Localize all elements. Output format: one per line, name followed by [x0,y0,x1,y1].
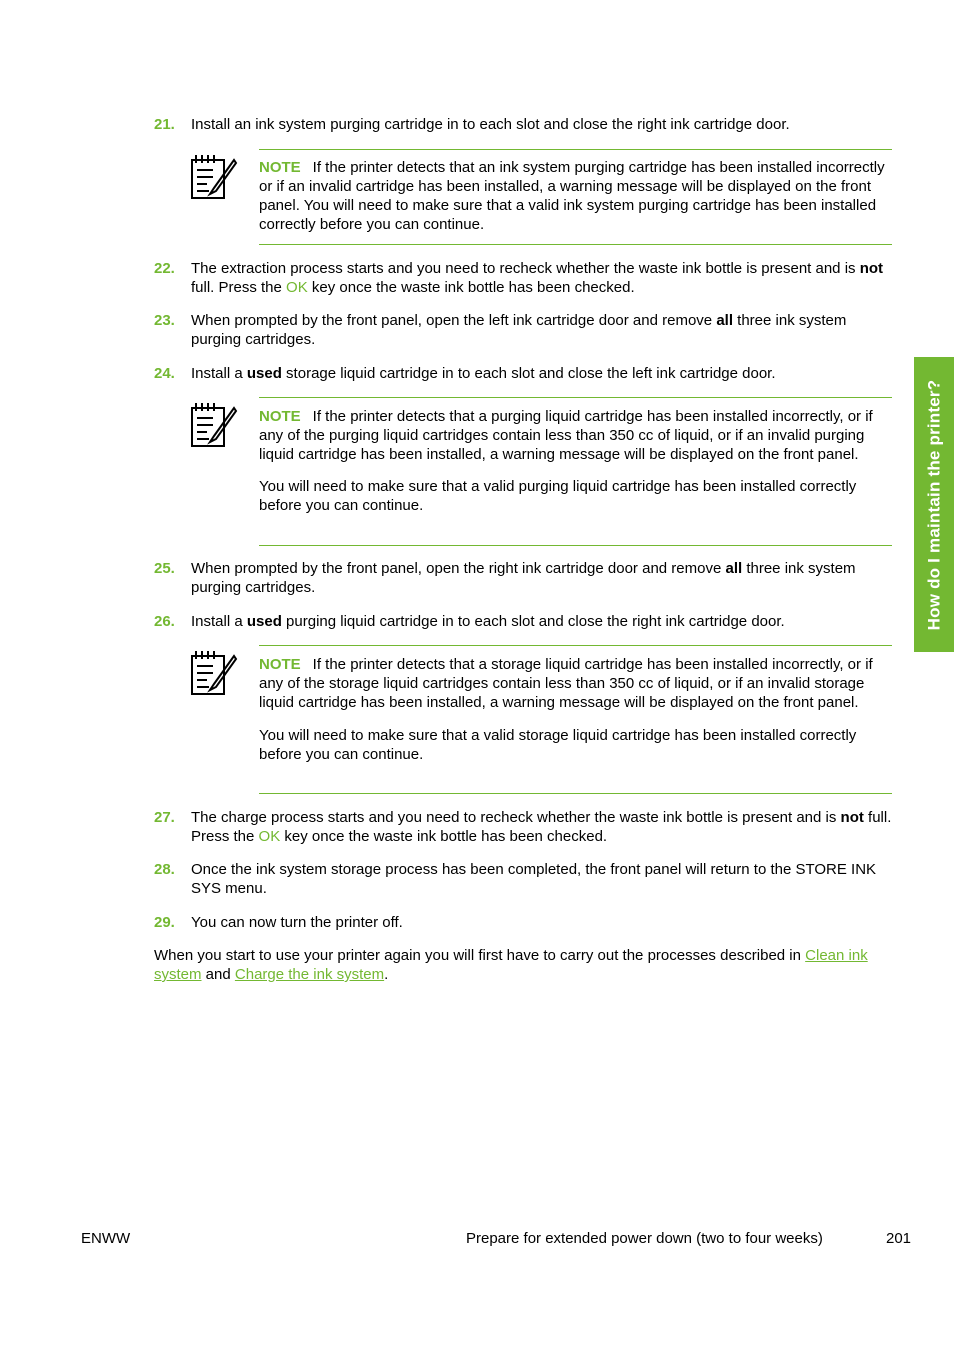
note-body [259,407,892,515]
note-1 [190,149,892,245]
footer-page-number: 201 [886,1230,912,1247]
step-25 [154,559,894,597]
note-label: NOTE [259,159,301,176]
step-number: 23. [154,312,175,329]
note-body [259,158,892,234]
charge-ink-system-link[interactable]: Charge the ink system [234,966,385,983]
note-label: NOTE [259,408,301,425]
note-top-rule [259,397,892,398]
step-21 [154,115,894,134]
step-text: The extraction process starts and you need to recheck whether the waste ink bottle is present and is not full. Press the OK key once the waste ink bottle has been checked. [191,260,884,296]
step-text: Install a used purging liquid cartridge in to each slot and close the right ink cartridge door. [191,613,785,630]
step-text: When prompted by the front panel, open the right ink cartridge door and remove all three ink system purging cartridges. [191,560,856,596]
step-number: 29. [154,914,175,931]
note-2 [190,397,892,546]
step-27 [154,808,894,846]
footer-section-title: Prepare for extended power down (two to four weeks) [466,1230,823,1247]
step-text: Install a used storage liquid cartridge in to each slot and close the left ink cartridge door. [191,365,776,382]
ok-key: OK [258,828,281,845]
emphasis: not [840,809,864,826]
chapter-side-tab-label: How do I maintain the printer? [924,379,944,631]
note-bottom-rule [259,793,892,794]
step-28 [154,860,894,898]
step-number: 24. [154,365,175,382]
step-number: 28. [154,861,175,878]
note-text-secondary: You will need to make sure that a valid purging liquid cartridge has been installed correctly before you can continue. [259,478,857,514]
step-number: 22. [154,260,175,277]
note-bottom-rule [259,545,892,546]
step-text: When prompted by the front panel, open the left ink cartridge door and remove all three ink system purging cartridges. [191,312,847,348]
clean-ink-system-link[interactable]: Clean ink system [154,947,868,983]
step-number: 26. [154,613,175,630]
step-number: 27. [154,809,175,826]
emphasis: all [716,312,733,329]
step-text: The charge process starts and you need to recheck whether the waste ink bottle is present and is not full. Press the OK key once the waste ink bottle has been checked. [191,809,892,845]
note-text: If the printer detects that a purging liquid cartridge has been installed incorrectly, or if any of the purging liquid cartridges contain less than 350 cc of liquid, or if an invalid purging liquid cartridge has been installed, a warning message will be displayed on the front panel. [259,408,873,463]
note-body [259,655,892,764]
closing-paragraph: When you start to use your printer again you will first have to carry out the processes described in Clean ink system and Charge the ink system. [154,947,868,983]
note-label: NOTE [259,656,301,673]
chapter-side-tab [914,357,954,652]
step-22 [154,259,894,297]
note-text: If the printer detects that a storage liquid cartridge has been installed incorrectly, or if any of the storage liquid cartridges contain less than 350 cc of liquid, or if an invalid storage liquid cartridge has been installed, a warning message will be displayed on the front panel. [259,656,873,711]
note-3 [190,645,892,794]
emphasis: all [725,560,743,577]
step-number: 25. [154,560,175,577]
note-pad-icon [190,400,238,450]
step-29 [154,913,894,932]
note-text: If the printer detects that an ink system purging cartridge has been installed incorrectly or if an invalid cartridge has been installed, a warning message will be displayed on the front panel. You will need to make sure that a valid ink system purging cartridge has been installed correctly before you can continue. [259,159,885,233]
emphasis: used [246,613,282,630]
step-text: Install an ink system purging cartridge in to each slot and close the right ink cartridge door. [191,116,790,133]
step-26 [154,612,894,631]
step-23 [154,311,894,349]
step-text: You can now turn the printer off. [191,914,403,931]
emphasis: not [859,260,884,277]
note-pad-icon [190,648,238,698]
step-number: 21. [154,116,175,133]
footer-left-label: ENWW [81,1230,131,1247]
step-24 [154,364,894,383]
note-top-rule [259,149,892,150]
note-bottom-rule [259,244,892,245]
note-top-rule [259,645,892,646]
note-text-secondary: You will need to make sure that a valid storage liquid cartridge has been installed correctly before you can continue. [259,727,857,763]
emphasis: used [246,365,282,382]
note-pad-icon [190,152,238,202]
ok-key: OK [286,279,308,296]
step-text: Once the ink system storage process has been completed, the front panel will return to the STORE INK SYS menu. [191,861,877,897]
